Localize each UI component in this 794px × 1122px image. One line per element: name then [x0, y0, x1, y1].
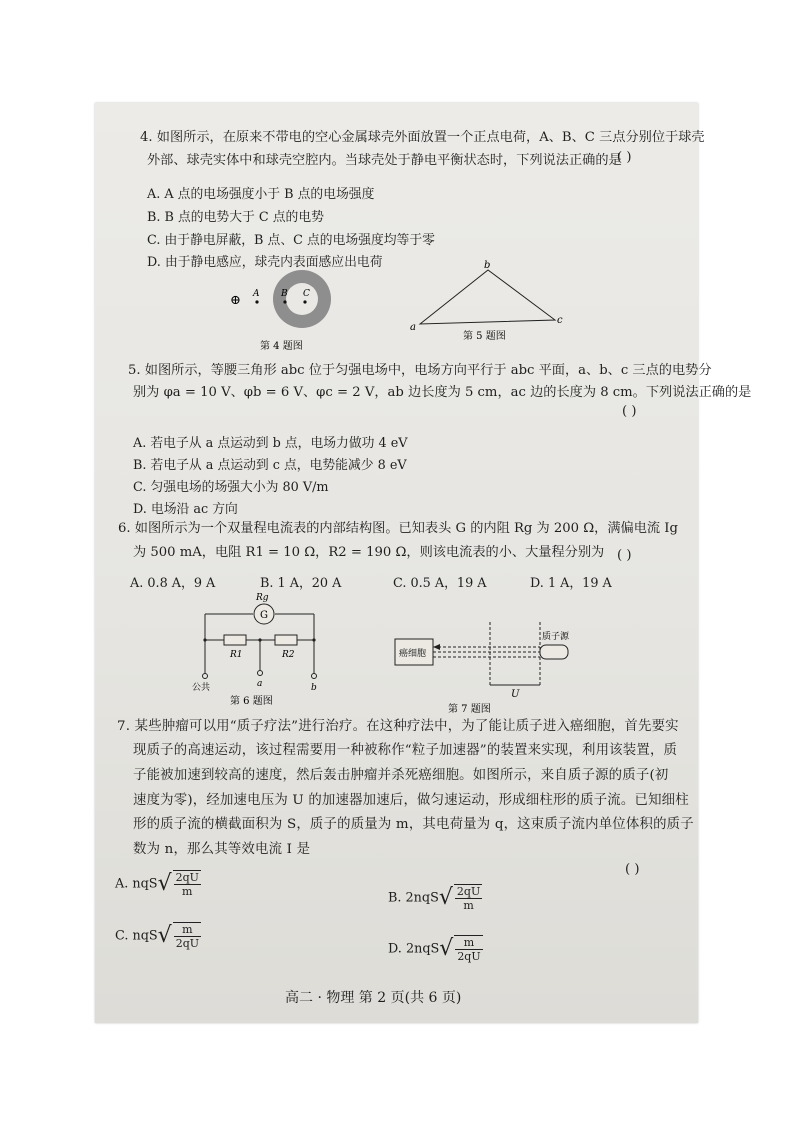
q6-option-d: D. 1 A，19 A	[530, 576, 612, 591]
vertex-a-label: a	[410, 322, 416, 333]
junction-right	[312, 638, 315, 641]
junction-middle	[258, 638, 261, 641]
terminal-b-label: b	[311, 683, 317, 693]
q5-figure	[405, 258, 575, 348]
q5-option-a: A. 若电子从 a 点运动到 b 点，电场力做功 4 eV	[133, 436, 408, 451]
q5-option-d: D. 电场沿 ac 方向	[133, 502, 238, 517]
q6-option-a: A. 0.8 A，9 A	[130, 576, 216, 591]
sqrt-icon: √	[439, 936, 454, 961]
q6-answer-paren: ( )	[617, 548, 632, 563]
proton-source	[540, 645, 568, 659]
q7-option-c-numerator: m	[174, 923, 201, 937]
q7-figure-caption: 第 7 题图	[448, 704, 491, 715]
q7-option-b	[388, 884, 482, 912]
q7-option-a-numerator: 2qU	[175, 871, 199, 884]
vertex-b-label: b	[484, 260, 491, 271]
q5-stem-line1: 5. 如图所示，等腰三角形 abc 位于匀强电场中，电场方向平行于 abc 平面，a、b、c 三点的电势分	[128, 363, 712, 378]
vertex-c-label: c	[557, 315, 563, 326]
q7-figure	[390, 617, 590, 717]
q7-stem-line3: 子能被加速到较高的速度，然后轰击肿瘤并杀死癌细胞。如图所示，来自质子源的质子(初	[133, 768, 669, 783]
shell-cavity	[286, 283, 318, 315]
rg-label: Rg	[256, 593, 269, 603]
triangle-abc	[420, 270, 555, 324]
q4-stem-line2: 外部、球壳实体中和球壳空腔内。当球壳处于静电平衡状态时，下列说法正确的是	[147, 153, 622, 168]
galvanometer-label: G	[260, 610, 268, 621]
common-terminal-label: 公共	[192, 683, 211, 693]
q6-stem-line1: 6. 如图所示为一个双量程电流表的内部结构图。已知表头 G 的内阻 Rg 为 200 Ω，满偏电流 Ig	[118, 521, 678, 536]
q7-option-c-denominator: 2qU	[175, 937, 200, 950]
r1-label: R1	[230, 650, 243, 660]
q7-option-d-numerator: m	[455, 936, 482, 950]
q7-stem-line6: 数为 n，那么其等效电流 I 是	[133, 842, 311, 857]
q7-answer-paren: ( )	[625, 862, 640, 877]
q7-option-d-prefix: D. 2nqS	[388, 941, 440, 957]
q7-option-a-prefix: A. nqS	[115, 876, 158, 892]
proton-source-label: 质子源	[542, 632, 570, 642]
junction-left	[203, 638, 206, 641]
terminal-b	[312, 674, 317, 679]
q7-option-b-denominator: m	[463, 899, 474, 912]
q4-stem-line1: 4. 如图所示，在原来不带电的空心金属球壳外面放置一个正点电荷，A、B、C 三点分别位于球壳	[140, 130, 705, 145]
q7-option-c-prefix: C. nqS	[115, 928, 158, 944]
sqrt-icon: √	[157, 871, 172, 896]
sqrt-icon: √	[157, 923, 172, 948]
q7-stem-line1: 7. 某些肿瘤可以用“质子疗法”进行治疗。在这种疗法中，为了能让质子进入癌细胞，首先要实	[117, 719, 679, 734]
q4-figure	[215, 267, 355, 357]
page-footer: 高二 · 物理 第 2 页(共 6 页)	[285, 990, 462, 1006]
q7-option-c	[115, 922, 201, 950]
q4-figure-caption: 第 4 题图	[260, 341, 303, 352]
q7-stem-line2: 现质子的高速运动，该过程需要用一种被称作“粒子加速器”的装置来实现，利用该装置，质	[133, 743, 678, 758]
q5-figure-caption: 第 5 题图	[463, 331, 506, 342]
point-a-label: A	[253, 289, 260, 299]
voltage-label: U	[511, 689, 520, 700]
resistor-r1	[224, 635, 246, 645]
q7-option-b-prefix: B. 2nqS	[388, 890, 439, 906]
q7-option-d	[388, 935, 483, 963]
point-b-label: B	[281, 289, 288, 299]
cancer-cell-label: 癌细胞	[399, 649, 427, 659]
terminal-a	[258, 671, 263, 676]
q4-option-c: C. 由于静电屏蔽，B 点、C 点的电场强度均等于零	[147, 233, 435, 248]
q7-option-d-denominator: 2qU	[457, 950, 481, 963]
sqrt-icon: √	[438, 885, 453, 910]
q6-option-b: B. 1 A，20 A	[260, 576, 342, 591]
point-c-label: C	[303, 289, 310, 299]
positive-charge-icon: ⊕	[230, 293, 241, 308]
q4-option-a: A. A 点的电场强度小于 B 点的电场强度	[147, 187, 375, 202]
q5-answer-paren: ( )	[622, 404, 637, 419]
q6-stem-line2: 为 500 mA，电阻 R1 = 10 Ω，R2 = 190 Ω，则该电流表的小、大量程分别为	[133, 545, 605, 560]
terminal-common	[203, 674, 208, 679]
point-a-dot	[255, 300, 258, 303]
q5-option-c: C. 匀强电场的场强大小为 80 V/m	[133, 480, 329, 495]
q7-stem-line4: 速度为零)，经加速电压为 U 的加速器加速后，做匀速运动，形成细柱形的质子流。已知细柱	[133, 793, 689, 808]
terminal-a-label: a	[257, 679, 263, 689]
q4-option-b: B. B 点的电势大于 C 点的电势	[147, 210, 324, 225]
q5-stem-line2: 别为 φa = 10 V、φb = 6 V、φc = 2 V，ab 边长度为 5 cm，ac 边的长度为 8 cm。下列说法正确的是	[133, 385, 752, 400]
q5-option-b: B. 若电子从 a 点运动到 c 点，电势能减少 8 eV	[133, 458, 407, 473]
q4-option-d: D. 由于静电感应，球壳内表面感应出电荷	[147, 255, 383, 270]
q7-stem-line5: 形的质子流的横截面积为 S，质子的质量为 m，其电荷量为 q，这束质子流内单位体积的质子	[133, 817, 694, 832]
q7-option-b-numerator: 2qU	[456, 885, 481, 898]
point-b-dot	[283, 300, 286, 303]
q4-answer-paren: ( )	[617, 150, 632, 165]
q6-option-c: C. 0.5 A，19 A	[393, 576, 487, 591]
q7-option-a	[115, 870, 201, 898]
r2-label: R2	[282, 650, 295, 660]
q7-option-a-denominator: m	[182, 885, 193, 898]
q6-figure	[190, 588, 330, 708]
beam-arrow-icon	[433, 644, 440, 650]
point-c-dot	[303, 300, 306, 303]
q6-figure-caption: 第 6 题图	[230, 696, 273, 707]
resistor-r2	[275, 635, 297, 645]
